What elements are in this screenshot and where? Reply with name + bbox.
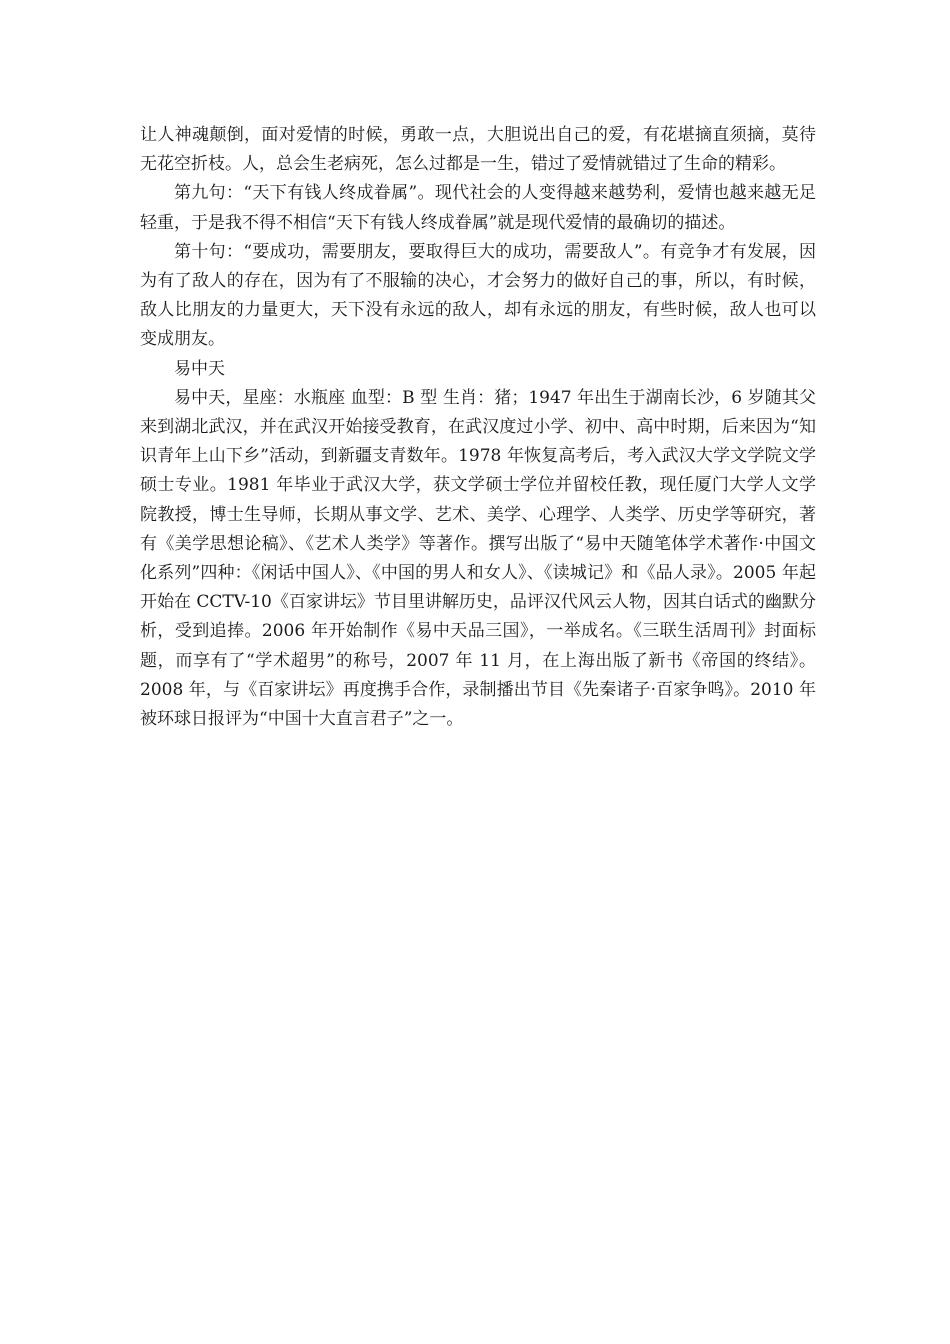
paragraph-love-continuation: 让人神魂颠倒，面对爱情的时候，勇敢一点，大胆说出自己的爱，有花堪摘直须摘，莫待无花空折枝。人，总会生老病死，怎么过都是一生，错过了爱情就错过了生命的精彩。 bbox=[140, 125, 816, 175]
document-body bbox=[140, 121, 816, 734]
section-heading-author: 易中天 bbox=[174, 358, 225, 379]
paragraph-tenth-saying: 第十句：“要成功，需要朋友，要取得巨大的成功，需要敌人”。有竞争才有发展，因为有了敌人的存在，因为有了不服输的决心，才会努力的做好自己的事，所以，有时候，敌人比朋友的力量更大，天下没有永远的敌人，却有永远的朋友，有些时候，敌人也可以变成朋友。 bbox=[140, 241, 816, 350]
paragraph-author-biography: 易中天，星座：水瓶座 血型：B 型 生肖：猪；1947 年出生于湖南长沙，6 岁随其父来到湖北武汉，并在武汉开始接受教育，在武汉度过小学、初中、高中时期，后来因为“知识青年上山下乡”活动，到新疆支青数年。1978 年恢复高考后，考入武汉大学文学院文学硕士专业。1981 年毕业于武汉大学，获文学硕士学位并留校任教，现任厦门大学人文学院教授，博士生导师，长期从事文学、艺术、美学、心理学、人类学、历史学等研究，著有《美学思想论稿》、《艺术人类学》等著作。撰写出版了“易中天随笔体学术著作·中国文化系列”四种：《闲话中国人》、《中国的男人和女人》、《读城记》和《品人录》。2005 年起开始在 CCTV-10《百家讲坛》节目里讲解历史，品评汉代风云人物，因其白话式的幽默分析，受到追捧。2006 年开始制作《易中天品三国》，一举成名。《三联生活周刊》封面标题，而享有了“学术超男”的称号，2007 年 11 月，在上海出版了新书《帝国的终结》。2008 年，与《百家讲坛》再度携手合作，录制播出节目《先秦诸子·百家争鸣》。2010 年被环球日报评为“中国十大直言君子”之一。 bbox=[140, 387, 816, 730]
paragraph-ninth-saying: 第九句：“天下有钱人终成眷属”。现代社会的人变得越来越势利，爱情也越来越无足轻重，于是我不得不相信“天下有钱人终成眷属”就是现代爱情的最确切的描述。 bbox=[140, 183, 816, 233]
